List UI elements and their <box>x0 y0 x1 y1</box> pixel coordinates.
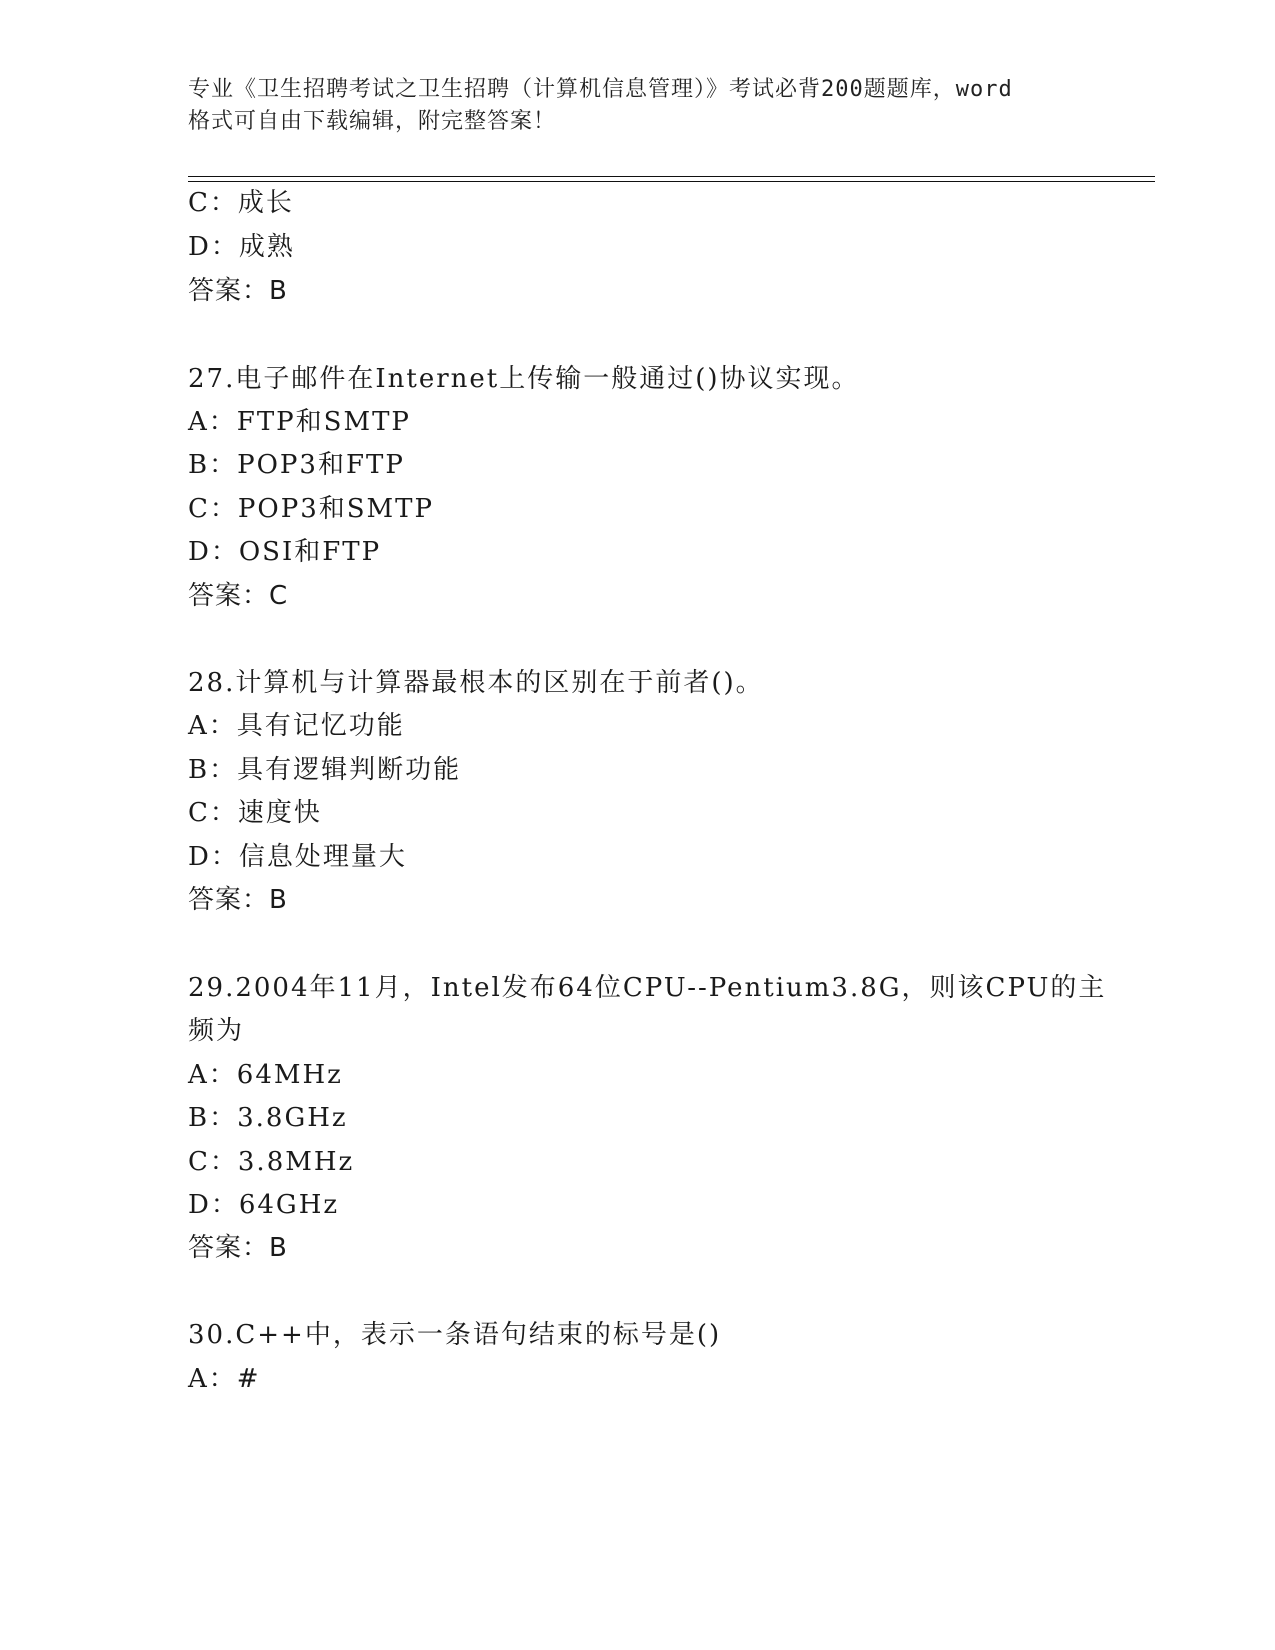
q27-option-b: B：POP3和FTP <box>188 450 405 480</box>
q28-option-a: A：具有记忆功能 <box>188 711 405 741</box>
header-line-1: 专业《卫生招聘考试之卫生招聘（计算机信息管理）》考试必背200题题库，word <box>188 77 1013 102</box>
q30-question: 30.C++中，表示一条语句结束的标号是() <box>188 1320 722 1350</box>
q27-option-c: C：POP3和SMTP <box>188 494 435 524</box>
q28-option-b: B：具有逻辑判断功能 <box>188 755 462 785</box>
q28-question: 28.计算机与计算器最根本的区别在于前者()。 <box>188 668 764 698</box>
q30-option-a: A：# <box>188 1364 261 1394</box>
prev-question-answer: 答案：B <box>188 276 288 306</box>
prev-question-option-c: C：成长 <box>188 188 294 218</box>
q28-option-c: C：速度快 <box>188 798 322 828</box>
q29-answer: 答案：B <box>188 1233 288 1263</box>
q29-option-b: B：3.8GHz <box>188 1103 348 1133</box>
q29-question-line-1: 29.2004年11月，Intel发布64位CPU--Pentium3.8G，则该CPU的主 <box>188 973 1107 1003</box>
header-divider-bottom <box>188 181 1155 182</box>
prev-question-option-d: D：成熟 <box>188 232 295 262</box>
q27-question: 27.电子邮件在Internet上传输一般通过()协议实现。 <box>188 364 860 394</box>
header-divider-top <box>188 176 1155 177</box>
q27-option-d: D：OSI和FTP <box>188 537 382 567</box>
document-header <box>188 74 1088 138</box>
q27-option-a: A：FTP和SMTP <box>188 407 411 437</box>
q29-option-a: A：64MHz <box>188 1060 343 1090</box>
header-line-2: 格式可自由下载编辑，附完整答案！ <box>188 109 557 134</box>
q28-option-d: D：信息处理量大 <box>188 842 407 872</box>
q27-answer: 答案：C <box>188 581 289 611</box>
q29-question-line-2: 频为 <box>188 1016 245 1046</box>
q29-option-d: D：64GHz <box>188 1190 340 1220</box>
q29-option-c: C：3.8MHz <box>188 1147 355 1177</box>
q28-answer: 答案：B <box>188 885 288 915</box>
